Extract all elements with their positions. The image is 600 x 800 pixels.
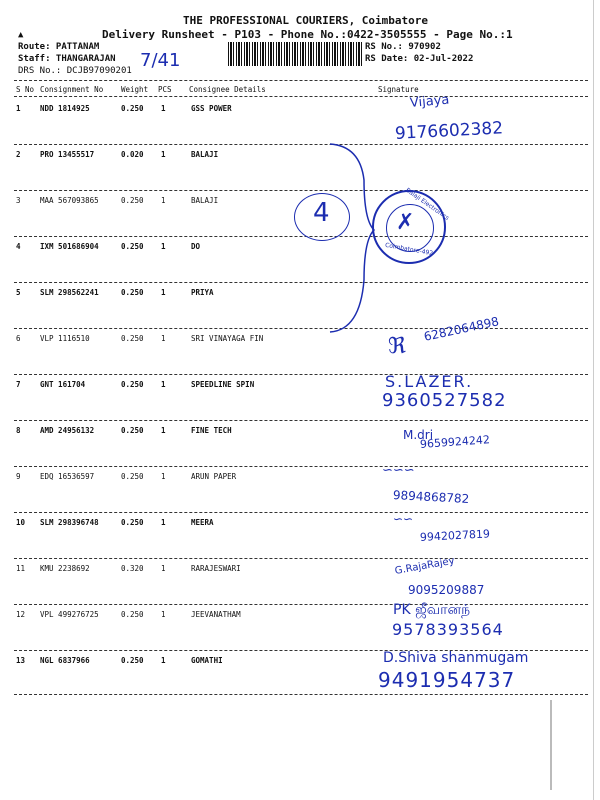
stamp-top-text: Balaji Electronics: [404, 186, 451, 222]
cell-consignee: JEEVANATHAM: [191, 610, 241, 619]
row-rule: [14, 420, 588, 421]
row-rule: [14, 236, 588, 237]
cell-consignee: DO: [191, 242, 201, 251]
sig7-phone: 9360527582: [382, 390, 507, 411]
col-consignee: Consignee Details: [189, 85, 266, 94]
cell-sno: 8: [16, 426, 21, 435]
cell-consignee: MEERA: [191, 518, 214, 527]
cell-consignee: FINE TECH: [191, 426, 232, 435]
cell-weight: 0.250: [121, 334, 144, 343]
cell-sno: 4: [16, 242, 21, 251]
drs-label: DRS No.: DCJB97090201: [18, 66, 132, 76]
cell-pcs: 1: [161, 656, 166, 665]
cell-sno: 10: [16, 518, 26, 527]
cell-sno: 11: [16, 564, 26, 573]
company-stamp: [372, 186, 451, 264]
cell-pcs: 1: [161, 334, 166, 343]
sig1-phone: 9176602382: [394, 118, 504, 144]
cell-sno: 13: [16, 656, 26, 665]
scan-mark: [550, 700, 552, 790]
cell-weight: 0.250: [121, 380, 144, 389]
sig11-phone: 9095209887: [408, 583, 485, 597]
cell-pcs: 1: [161, 518, 166, 527]
cell-pcs: 1: [161, 242, 166, 251]
cell-consignee: BALAJI: [191, 196, 219, 205]
cell-sno: 1: [16, 104, 21, 113]
cell-consignment: MAA 567093865: [40, 196, 99, 205]
col-weight: Weight: [121, 85, 149, 94]
sig8-name: M.dri: [403, 428, 434, 442]
sig13-phone: 9491954737: [378, 668, 516, 692]
cell-pcs: 1: [161, 196, 166, 205]
sig8-phone: 9659924242: [419, 433, 491, 451]
cell-pcs: 1: [161, 426, 166, 435]
cell-weight: 0.250: [121, 242, 144, 251]
cell-consignment: NDD 1814925: [40, 104, 90, 113]
stamp-bottom-text: Coimbatore-492: [384, 241, 434, 258]
page-edge: [593, 0, 594, 800]
cell-consignee: ARUN PAPER: [191, 472, 237, 481]
cell-consignee: GOMATHI: [191, 656, 223, 665]
group-count: 4: [313, 198, 330, 228]
cell-sno: 6: [16, 334, 21, 343]
row-rule: [14, 190, 588, 191]
cell-pcs: 1: [161, 472, 166, 481]
cell-pcs: 1: [161, 288, 166, 297]
sig9-phone: 9894868782: [392, 488, 470, 506]
cell-consignment: SLM 298396748: [40, 518, 99, 527]
sig13-name: D.Shiva shanmugam: [383, 650, 529, 666]
cell-consignee: SRI VINAYAGA FIN: [191, 334, 264, 343]
row-rule: [14, 328, 588, 329]
sig12-name: PK ஜீவானந்: [393, 602, 471, 618]
cell-sno: 3: [16, 196, 21, 205]
cell-weight: 0.250: [121, 196, 144, 205]
sig6-phone: 6282064898: [422, 314, 501, 344]
sig1-name: Vijaya: [409, 92, 450, 111]
row-rule: [14, 374, 588, 375]
cell-consignee: RARAJESWARI: [191, 564, 241, 573]
row-rule: [14, 694, 588, 695]
header-bottom-rule: [14, 96, 588, 97]
col-signature: Signature: [378, 85, 419, 94]
sig11-name: G.RajaRajey: [394, 555, 456, 577]
cell-consignment: IXM 501686904: [40, 242, 99, 251]
cell-consignment: SLM 298562241: [40, 288, 99, 297]
cell-consignee: BALAJI: [191, 150, 219, 159]
cell-consignee: GSS POWER: [191, 104, 232, 113]
cell-sno: 2: [16, 150, 21, 159]
cell-weight: 0.250: [121, 656, 144, 665]
col-pcs: PCS: [158, 85, 172, 94]
cell-weight: 0.250: [121, 472, 144, 481]
cell-weight: 0.250: [121, 426, 144, 435]
cell-weight: 0.320: [121, 564, 144, 573]
row-rule: [14, 558, 588, 559]
sig6-scribble: ℜ: [388, 334, 406, 359]
row-rule: [14, 282, 588, 283]
rs-number: RS No.: 970902: [365, 42, 441, 52]
sig12-phone: 9578393564: [392, 620, 504, 639]
cell-sno: 12: [16, 610, 26, 619]
cell-sno: 5: [16, 288, 21, 297]
cell-sno: 9: [16, 472, 21, 481]
cell-sno: 7: [16, 380, 21, 389]
row-rule: [14, 604, 588, 605]
barcode-icon: ▲: [18, 30, 24, 40]
col-consignment: Consignment No: [40, 85, 104, 94]
stamp-signature-icon: ✗: [396, 210, 415, 235]
sig10-scribble: ∽∽: [393, 512, 414, 526]
cell-weight: 0.250: [121, 104, 144, 113]
cell-weight: 0.250: [121, 610, 144, 619]
cell-pcs: 1: [161, 564, 166, 573]
sig7-name: S.LAZER.: [385, 372, 474, 391]
rs-date: RS Date: 02-Jul-2022: [365, 54, 474, 64]
header-top-rule: [14, 80, 588, 81]
cell-weight: 0.250: [121, 288, 144, 297]
col-sno: S No: [16, 85, 35, 94]
sig9-scribble: ∽∽∽: [382, 463, 415, 478]
sig10-phone: 9942027819: [419, 527, 491, 544]
cell-consignment: VLP 1116510: [40, 334, 90, 343]
cell-consignment: PRO 13455517: [40, 150, 95, 159]
cell-consignee: PRIYA: [191, 288, 214, 297]
cell-pcs: 1: [161, 610, 166, 619]
cell-pcs: 1: [161, 150, 166, 159]
staff-label: Staff: THANGARAJAN: [18, 54, 116, 64]
handwritten-count: 7/41: [140, 50, 181, 71]
cell-consignment: AMD 24956132: [40, 426, 95, 435]
cell-weight: 0.250: [121, 518, 144, 527]
cell-consignment: KMU 2238692: [40, 564, 90, 573]
runsheet-subtitle: Delivery Runsheet - P103 - Phone No.:0422-3505555 - Page No.:1: [102, 28, 513, 41]
cell-pcs: 1: [161, 380, 166, 389]
route-label: Route: PATTANAM: [18, 42, 100, 52]
row-rule: [14, 144, 588, 145]
row-rule: [14, 512, 588, 513]
cell-consignment: NGL 6837966: [40, 656, 90, 665]
cell-pcs: 1: [161, 104, 166, 113]
barcode: [228, 42, 362, 66]
cell-consignment: GNT 161704: [40, 380, 86, 389]
cell-weight: 0.020: [121, 150, 144, 159]
cell-consignee: SPEEDLINE SPIN: [191, 380, 255, 389]
cell-consignment: EDQ 16536597: [40, 472, 95, 481]
company-title: THE PROFESSIONAL COURIERS, Coimbatore: [183, 14, 429, 27]
row-rule: [14, 466, 588, 467]
cell-consignment: VPL 499276725: [40, 610, 99, 619]
